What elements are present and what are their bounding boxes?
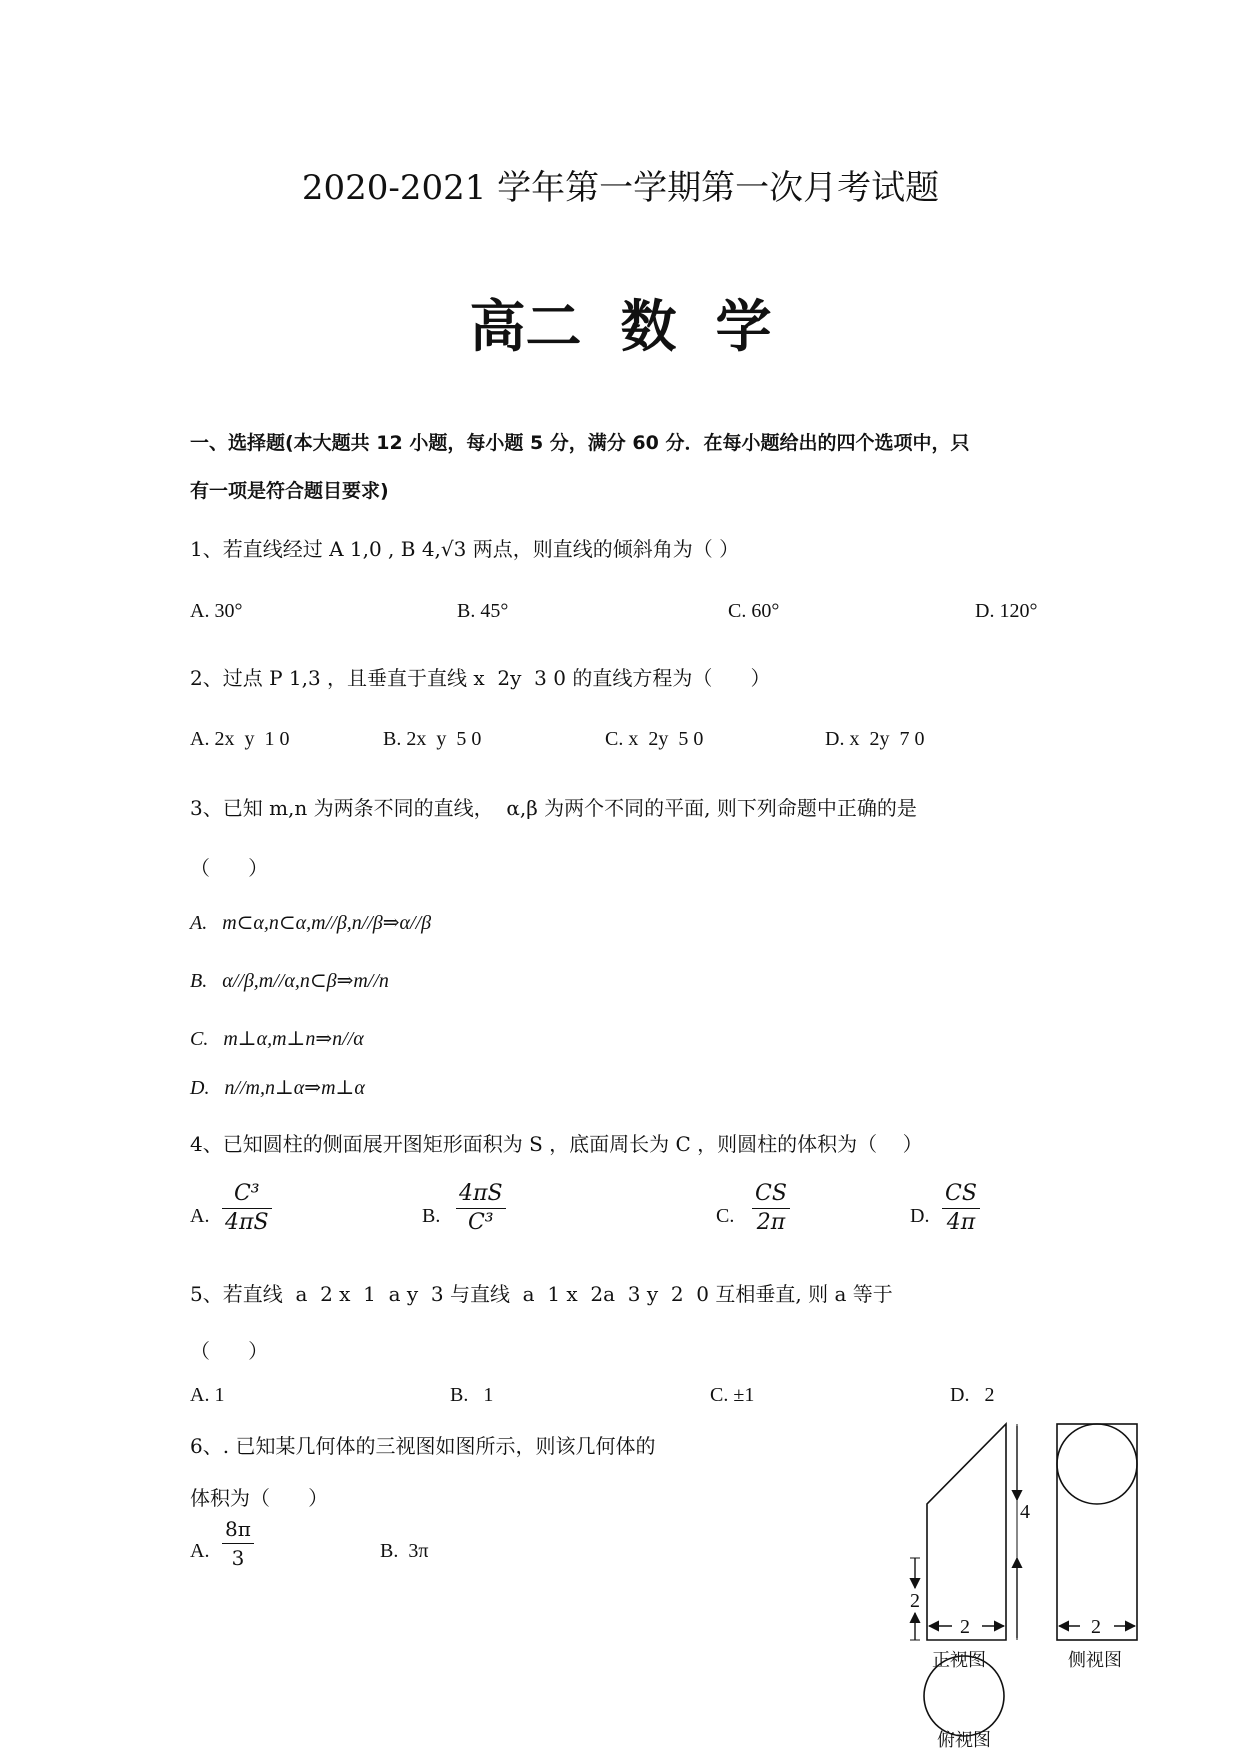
question-5-stem-line2: （ ）: [190, 1339, 269, 1363]
q3-option-c: C. m⊥α,m⊥n⇒n//α: [190, 1028, 364, 1050]
q6-option-a-letter: A.: [190, 1540, 210, 1562]
q2-option-d: D. x 2y 7 0: [825, 728, 925, 750]
q5-option-d: D. 2: [950, 1384, 995, 1406]
q2-option-c: C. x 2y 5 0: [605, 728, 704, 750]
q4-option-b-numerator: 4πS: [456, 1180, 506, 1209]
q1-option-a: A. 30°: [190, 600, 243, 622]
q4-option-c-fraction: [752, 1180, 790, 1237]
q4-option-c-denominator: 2π: [756, 1210, 786, 1235]
question-6-stem-line1: 6、. 已知某几何体的三视图如图所示，则该几何体的: [190, 1434, 656, 1458]
q2-option-b: B. 2x y 5 0: [383, 728, 482, 750]
q6-option-a-fraction: [222, 1515, 254, 1572]
q4-option-a-denominator: 4πS: [225, 1210, 269, 1235]
q4-option-d-letter: D.: [910, 1205, 930, 1227]
dim-front-width-label: 2: [960, 1616, 970, 1638]
q5-option-c: C. ±1: [710, 1384, 755, 1406]
q4-option-c-numerator: CS: [752, 1180, 790, 1209]
section-heading-line2: 有一项是符合题目要求): [190, 480, 389, 502]
side-view: [1057, 1424, 1137, 1640]
q4-option-a-fraction: [222, 1180, 272, 1237]
three-view-figure: [890, 1408, 1230, 1748]
q6-option-a-numerator: 8π: [222, 1515, 254, 1544]
question-6-stem-line2: 体积为（ ）: [190, 1486, 329, 1510]
exam-title: 2020-2021 学年第一学期第一次月考试题: [301, 168, 940, 208]
q6-option-a-denominator: 3: [231, 1546, 245, 1570]
top-view-label: 俯视图: [937, 1730, 991, 1748]
q4-option-b-denominator: C³: [467, 1210, 494, 1235]
q3-option-a: A. m⊂α,n⊂α,m//β,n//β⇒α//β: [190, 912, 432, 934]
subject-title: 高二 数 学: [469, 295, 772, 360]
q1-option-d: D. 120°: [975, 600, 1038, 622]
front-view-label: 正视图: [932, 1650, 986, 1670]
q3-option-b: B. α//β,m//α,n⊂β⇒m//n: [190, 970, 389, 992]
q4-option-c-letter: C.: [716, 1205, 735, 1227]
q3-option-d: D. n//m,n⊥α⇒m⊥α: [190, 1077, 365, 1099]
q4-option-a-numerator: C³: [222, 1180, 272, 1209]
q4-option-d-numerator: CS: [942, 1180, 980, 1209]
dim-side-width-label: 2: [1091, 1616, 1101, 1638]
question-1-stem: 1、若直线经过 A 1,0 , B 4,√3 两点，则直线的倾斜角为（ ）: [190, 537, 740, 561]
q6-option-b: B. 3π: [380, 1540, 429, 1562]
question-2-stem: 2、过点 P 1,3 ，且垂直于直线 x 2y 3 0 的直线方程为（ ）: [190, 666, 771, 690]
q1-option-b: B. 45°: [457, 600, 509, 622]
dim-height-label: 4: [1020, 1501, 1030, 1523]
q1-option-c: C. 60°: [728, 600, 780, 622]
question-3-stem-line1: 3、已知 m,n 为两条不同的直线， α,β 为两个不同的平面, 则下列命题中正确的是: [190, 796, 917, 820]
q4-option-a-letter: A.: [190, 1205, 210, 1227]
q4-option-b-letter: B.: [422, 1205, 441, 1227]
side-view-label: 侧视图: [1068, 1650, 1122, 1670]
q5-option-b: B. 1: [450, 1384, 494, 1406]
front-view: [910, 1424, 1017, 1640]
q2-option-a: A. 2x y 1 0: [190, 728, 290, 750]
section-heading-line1: 一、选择题(本大题共 12 小题，每小题 5 分，满分 60 分．在每小题给出的四个选项中，只: [190, 432, 970, 454]
question-3-stem-line2: （ ）: [190, 856, 269, 880]
q4-option-d-denominator: 4π: [946, 1210, 976, 1235]
q4-option-d-fraction: [942, 1180, 980, 1237]
q5-option-a: A. 1: [190, 1384, 225, 1406]
question-4-stem: 4、已知圆柱的侧面展开图矩形面积为 S ，底面周长为 C ，则圆柱的体积为（ ）: [190, 1132, 923, 1156]
q4-option-b-fraction: [456, 1180, 506, 1237]
question-5-stem-line1: 5、若直线 a 2 x 1 a y 3 与直线 a 1 x 2a 3 y 2 0 互相垂直, 则 a 等于: [190, 1282, 893, 1306]
dim-left-label: 2: [910, 1590, 920, 1612]
